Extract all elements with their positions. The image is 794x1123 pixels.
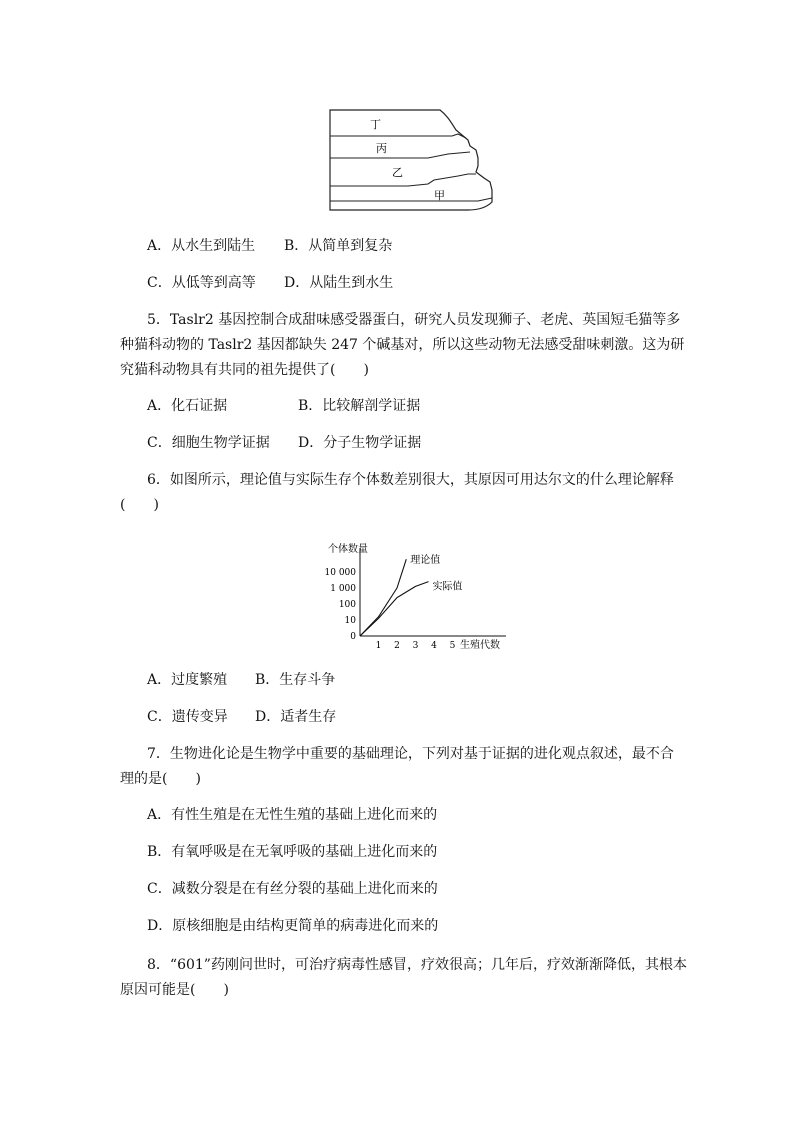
q5-stem-line-3: 究猫科动物具有共同的祖先提供了( )	[120, 362, 369, 378]
strata-figure	[328, 106, 496, 212]
layer-boundary-4	[330, 198, 492, 201]
y-axis-label: 个体数量	[328, 544, 368, 555]
q7-option-d: D．原核细胞是由结构更简单的病毒进化而来的	[147, 918, 439, 934]
y-tick-label: 10 000	[324, 568, 356, 578]
q7-stem-line-1: 7．生物进化论是生物学中重要的基础理论，下列对基于证据的进化观点叙述，最不合	[147, 746, 674, 762]
x-tick-label: 4	[431, 641, 437, 651]
x-axis-label: 生殖代数	[460, 640, 500, 651]
y-tick-label: 0	[350, 632, 356, 642]
q4-option-b: B．从简单到复杂	[284, 238, 393, 254]
series-line-actual	[360, 582, 429, 636]
layer-boundary-1	[330, 134, 466, 138]
q5-option-a: A．化石证据	[147, 398, 228, 414]
q6-stem-line-1: 6．如图所示，理论值与实际生存个体数差别很大，其原因可用达尔文的什么理论解释	[147, 472, 674, 488]
q4-option-a: A．从水生到陆生	[147, 238, 256, 254]
x-tick-label: 5	[449, 641, 456, 651]
q8-stem-line-1: 8．“601”药刚问世时，可治疗病毒性感冒，疗效很高；几年后，疗效渐渐降低，其根本	[147, 957, 687, 973]
y-tick-label: 1 000	[330, 584, 356, 594]
q6-option-b: B．生存斗争	[255, 672, 336, 688]
layer-label-jia: 甲	[434, 189, 445, 202]
x-tick-label: 3	[412, 641, 419, 651]
q5-option-d: D．分子生物学证据	[298, 435, 422, 451]
layer-label-bing: 丙	[376, 142, 387, 155]
layer-label-ding: 丁	[370, 118, 381, 131]
series-label-actual: 实际值	[432, 581, 463, 593]
q6-stem-line-2: ( )	[120, 497, 159, 513]
q7-option-c: C．减数分裂是在有丝分裂的基础上进化而来的	[147, 881, 438, 897]
q7-option-a: A．有性生殖是在无性生殖的基础上进化而来的	[147, 807, 438, 823]
strata-outline	[330, 110, 492, 210]
series-label-theoretical: 理论值	[410, 555, 441, 567]
layer-boundary-3	[330, 174, 476, 186]
series-line-theoretical	[360, 559, 406, 636]
q5-option-c: C．细胞生物学证据	[147, 435, 270, 451]
q4-option-c: C．从低等到高等	[147, 275, 256, 291]
q5-stem-line-2: 种猫科动物的 Taslr2 基因都缺失 247 个碱基对，所以这些动物无法感受甜味刺激。这为研	[120, 337, 685, 353]
y-tick-label: 100	[338, 600, 356, 610]
q5-stem-line-1: 5．Taslr2 基因控制合成甜味感受器蛋白，研究人员发现狮子、老虎、英国短毛猫等多	[147, 312, 681, 328]
q8-stem-line-2: 原因可能是( )	[120, 982, 229, 998]
q6-option-a: A．过度繁殖	[147, 672, 228, 688]
population-growth-chart	[324, 544, 518, 654]
q6-option-c: C．遗传变异	[147, 709, 228, 725]
q4-option-d: D．从陆生到水生	[284, 275, 394, 291]
q6-option-d: D．适者生存	[255, 709, 337, 725]
layer-label-yi: 乙	[392, 166, 403, 179]
q7-stem-line-2: 理的是( )	[120, 771, 201, 787]
q7-option-b: B．有氧呼吸是在无氧呼吸的基础上进化而来的	[147, 844, 438, 860]
layer-boundary-2	[330, 152, 470, 158]
q5-option-b: B．比较解剖学证据	[298, 398, 421, 414]
x-tick-label: 2	[394, 641, 400, 651]
x-tick-label: 1	[375, 641, 382, 651]
y-tick-label: 10	[344, 616, 356, 626]
